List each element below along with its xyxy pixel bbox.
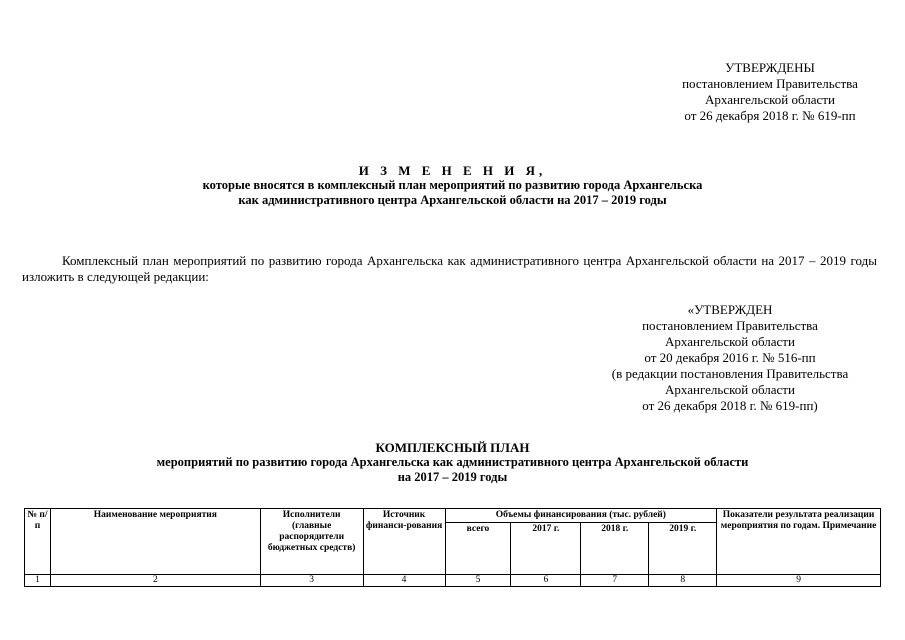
- title-line-1: которые вносятся в комплексный план мероприятий по развитию города Архангельска: [202, 178, 703, 192]
- title-line-2: как административного центра Архангельской области на 2017 – 2019 годы: [238, 193, 667, 207]
- col-header-total: всего: [445, 523, 511, 575]
- plan-line-2: на 2017 – 2019 годы: [397, 470, 508, 484]
- col-header-2018: 2018 г.: [581, 523, 649, 575]
- approval-top-line-1: УТВЕРЖДЕНЫ: [725, 60, 815, 75]
- col-header-no: № п/п: [25, 509, 51, 575]
- approval-inner-line-7: от 26 декабря 2018 г. № 619-пп): [642, 398, 818, 413]
- approval-inner-line-5: (в редакции постановления Правительства: [611, 366, 849, 381]
- approval-inner-line-1: «УТВЕРЖДЕН: [687, 302, 773, 317]
- approval-stamp-inner: [580, 302, 880, 414]
- approval-stamp-top: [640, 60, 900, 124]
- plan-main-title: КОМПЛЕКСНЫЙ ПЛАН: [375, 440, 530, 455]
- document-title: [20, 163, 885, 208]
- approval-inner-line-2: постановлением Правительства: [642, 318, 818, 333]
- col-header-2017: 2017 г.: [511, 523, 581, 575]
- col-header-2019: 2019 г.: [649, 523, 717, 575]
- approval-inner-line-4: от 20 декабря 2016 г. № 516-пп: [644, 350, 816, 365]
- intro-text: Комплексный план мероприятий по развитию города Архангельска как административного центра Архангельской области на 2017 – 2019 годы изложить в следующей редакции:: [22, 253, 877, 284]
- approval-top-line-2: постановлением Правительства: [682, 76, 858, 91]
- col-number-1: 1: [25, 575, 51, 587]
- col-header-results: Показатели результата реализации мероприятия по годам. Примечание: [717, 509, 881, 575]
- col-number-6: 6: [511, 575, 581, 587]
- col-number-8: 8: [649, 575, 717, 587]
- col-header-executors: Исполнители (главные распорядители бюджетных средств): [260, 509, 363, 575]
- col-number-9: 9: [717, 575, 881, 587]
- col-number-7: 7: [581, 575, 649, 587]
- plan-title: [20, 440, 885, 485]
- approval-top-line-3: Архангельской области: [705, 92, 835, 107]
- col-header-volumes: Объемы финансирования (тыс. рублей): [445, 509, 717, 523]
- col-number-2: 2: [50, 575, 260, 587]
- intro-paragraph: [22, 253, 877, 285]
- col-number-5: 5: [445, 575, 511, 587]
- approval-top-line-4: от 26 декабря 2018 г. № 619-пп: [684, 108, 856, 123]
- col-header-name: Наименование мероприятия: [50, 509, 260, 575]
- approval-inner-line-3: Архангельской области: [665, 334, 795, 349]
- col-number-3: 3: [260, 575, 363, 587]
- col-number-4: 4: [363, 575, 445, 587]
- col-header-source: Источник финанси-рования: [363, 509, 445, 575]
- title-changes: И З М Е Н Е Н И Я,: [358, 163, 547, 178]
- approval-inner-line-6: Архангельской области: [665, 382, 795, 397]
- plan-table-header: [24, 508, 881, 587]
- plan-line-1: мероприятий по развитию города Архангельска как административного центра Архангельской области: [156, 455, 749, 469]
